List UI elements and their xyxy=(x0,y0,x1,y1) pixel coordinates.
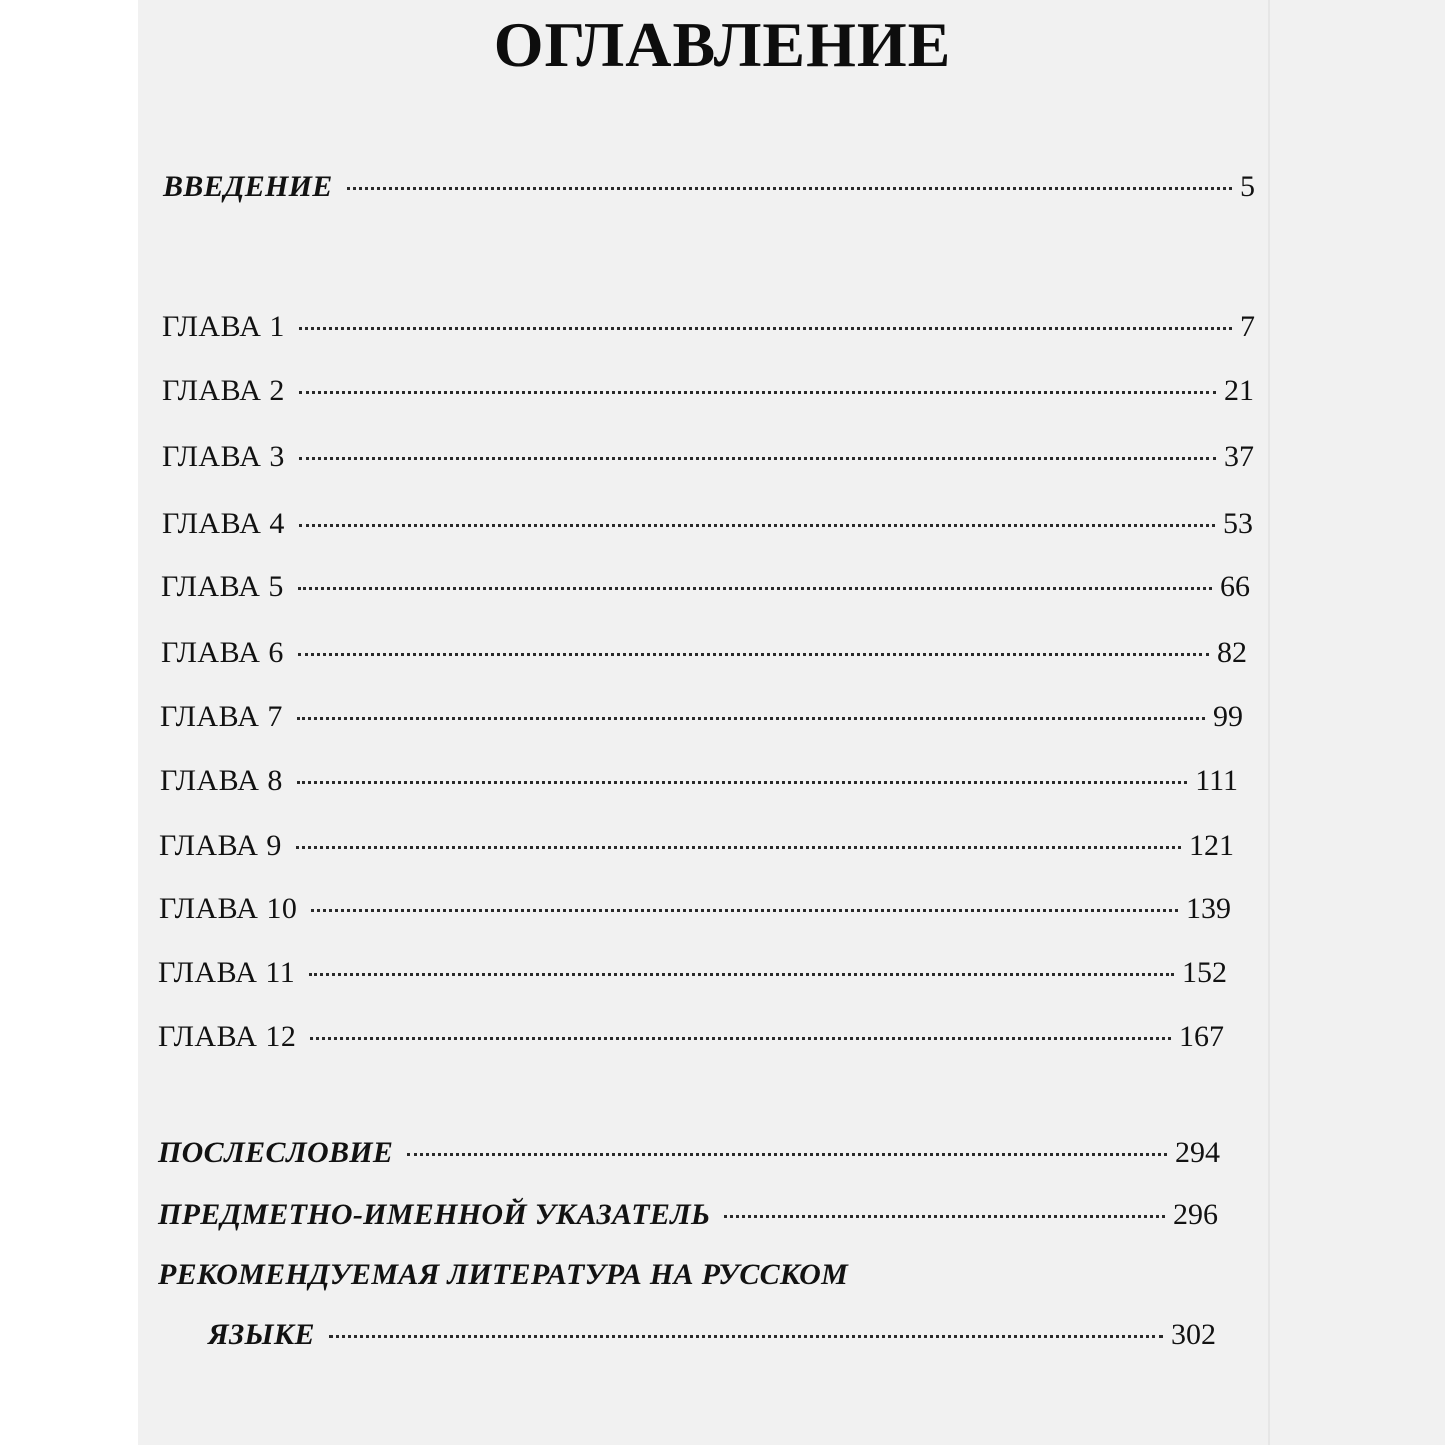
toc-entry-page: 152 xyxy=(1182,956,1227,989)
dot-leader xyxy=(407,1153,1167,1156)
toc-entry-chapter xyxy=(158,956,1227,990)
toc-entry-page: 296 xyxy=(1173,1198,1218,1231)
dot-leader xyxy=(299,457,1216,460)
dot-leader xyxy=(299,327,1232,330)
toc-entry-label: ВВЕДЕНИЕ xyxy=(163,170,333,203)
toc-entry-label: ГЛАВА 4 xyxy=(162,507,285,540)
toc-entry-literature-line1: РЕКОМЕНДУЕМАЯ ЛИТЕРАТУРА НА РУССКОМ xyxy=(158,1258,849,1291)
toc-entry-chapter xyxy=(162,310,1255,344)
toc-entry-page: 139 xyxy=(1186,892,1231,925)
toc-entry-page: 53 xyxy=(1223,507,1253,540)
toc-entry-chapter xyxy=(159,892,1231,926)
dot-leader xyxy=(297,781,1187,784)
dot-leader xyxy=(310,1037,1171,1040)
toc-entry-label: ГЛАВА 3 xyxy=(162,440,285,473)
dot-leader xyxy=(297,717,1205,720)
scan-margin xyxy=(0,0,138,1445)
toc-entry-label: ГЛАВА 10 xyxy=(159,892,298,925)
toc-entry-page: 37 xyxy=(1224,440,1254,473)
toc-entry-chapter xyxy=(162,440,1254,474)
toc-entry-page: 5 xyxy=(1240,170,1255,203)
dot-leader xyxy=(299,391,1216,394)
dot-leader xyxy=(299,524,1215,527)
toc-entry-chapter xyxy=(160,764,1238,798)
dot-leader xyxy=(311,909,1178,912)
toc-entry-chapter xyxy=(158,1020,1224,1054)
toc-entry-chapter xyxy=(162,507,1253,541)
toc-entry-chapter xyxy=(159,829,1234,863)
toc-entry-label: ГЛАВА 9 xyxy=(159,829,282,862)
toc-entry-page: 66 xyxy=(1220,570,1250,603)
toc-entry-label: ГЛАВА 2 xyxy=(162,374,285,407)
toc-entry-label: ПОСЛЕСЛОВИЕ xyxy=(158,1136,394,1169)
dot-leader xyxy=(329,1335,1163,1338)
toc-entry-page: 7 xyxy=(1240,310,1255,343)
toc-entry-label: ПРЕДМЕТНО-ИМЕННОЙ УКАЗАТЕЛЬ xyxy=(158,1198,711,1231)
page-title: ОГЛАВЛЕНИЕ xyxy=(493,9,952,80)
toc-entry-label: ГЛАВА 6 xyxy=(161,636,284,669)
toc-entry-label: ЯЗЫКЕ xyxy=(208,1318,315,1351)
toc-entry-literature xyxy=(208,1318,1216,1352)
toc-entry-afterword xyxy=(158,1136,1220,1170)
toc-entry-label: ГЛАВА 5 xyxy=(161,570,284,603)
toc-entry-label: ГЛАВА 12 xyxy=(158,1020,297,1053)
toc-entry-label: ГЛАВА 7 xyxy=(160,700,283,733)
toc-entry-page: 82 xyxy=(1217,636,1247,669)
dot-leader xyxy=(347,187,1232,190)
toc-entry-label: ГЛАВА 8 xyxy=(160,764,283,797)
toc-entry-page: 302 xyxy=(1171,1318,1216,1351)
dot-leader xyxy=(309,973,1174,976)
toc-entry-chapter xyxy=(161,636,1247,670)
toc-entry-page: 294 xyxy=(1175,1136,1220,1169)
dot-leader xyxy=(298,653,1209,656)
toc-entry-intro xyxy=(163,170,1255,204)
toc-entry-page: 99 xyxy=(1213,700,1243,733)
toc-entry-label: ГЛАВА 1 xyxy=(162,310,285,343)
toc-entry-label: ГЛАВА 11 xyxy=(158,956,296,989)
dot-leader xyxy=(724,1215,1165,1218)
page-edge-shadow xyxy=(1268,0,1270,1445)
dot-leader xyxy=(298,587,1212,590)
toc-entry-page: 111 xyxy=(1195,764,1238,797)
dot-leader xyxy=(296,846,1181,849)
toc-entry-chapter xyxy=(160,700,1243,734)
toc-entry-page: 21 xyxy=(1224,374,1254,407)
toc-entry-page: 121 xyxy=(1189,829,1234,862)
toc-entry-chapter xyxy=(161,570,1250,604)
toc-entry-index xyxy=(158,1198,1218,1232)
toc-entry-page: 167 xyxy=(1179,1020,1224,1053)
toc-entry-chapter xyxy=(162,374,1254,408)
